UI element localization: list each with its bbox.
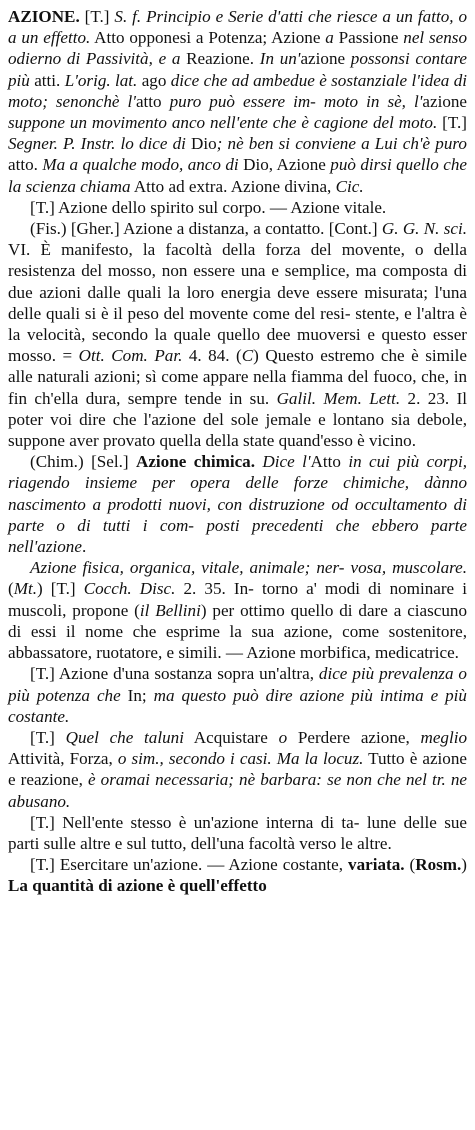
text-run: [T.]: [79, 7, 115, 26]
text-run: Azione fisica, organica, vitale, animale; ner-: [30, 558, 345, 578]
text-run: a: [325, 28, 334, 48]
text-run: delle quali si è il peso del movente come del resi-: [8, 303, 351, 323]
text-run: ne abusano.: [8, 770, 468, 811]
text-run: l'idea di moto; senonchè l': [8, 70, 468, 111]
text-run: e a: [158, 49, 181, 69]
text-run: chimiche, dànno nascimento a prodotti nuovi, con: [8, 473, 467, 514]
text-run: Tutto è azione e reazione,: [8, 749, 467, 790]
text-run: [T.] Esercitare un'azione. — Azione costante,: [30, 855, 344, 875]
text-run: nell'ente che è cagione del moto.: [210, 113, 438, 133]
text-run: abbassatore, ruotatore, e simili. — Azione morbifica,: [8, 643, 371, 663]
text-run: AZIONE.: [8, 7, 80, 26]
text-run: In un': [259, 49, 301, 69]
text-run: ma questo può: [153, 685, 259, 705]
text-run: Passione: [333, 28, 404, 48]
text-run: ): [461, 855, 467, 875]
entry-azione-chimica: [8, 451, 467, 557]
text-run: (: [404, 855, 416, 875]
text-run: non essere una e semplice, ma composta di due azioni: [8, 261, 467, 302]
text-run: Mt.: [13, 579, 37, 599]
text-run: vosa, muscolare.: [350, 558, 468, 578]
entry-azione-fisica-organica: [8, 557, 467, 663]
text-run: Rosm.: [415, 855, 462, 875]
text-run: .: [81, 537, 87, 557]
text-run: Perdere: [287, 727, 351, 747]
text-run: dice che ad ambedue è sostanziale: [170, 70, 408, 90]
text-run: L'orig. lat.: [64, 70, 138, 90]
text-run: posti precedenti che ebbero parte nell': [8, 515, 467, 557]
text-run: a un fatto, o a un effetto.: [8, 7, 467, 48]
text-run: Acquistare: [183, 727, 279, 747]
text-run: Cic.: [335, 176, 364, 196]
text-run: In;: [120, 685, 154, 705]
text-run: Atto opponesi a Potenza;: [90, 28, 268, 48]
text-run: C: [241, 346, 254, 366]
text-run: moto in sè, l': [323, 91, 423, 111]
text-run: casi. Ma la locuz.: [239, 749, 364, 769]
text-run: nel senso odierno di Passività,: [8, 28, 467, 69]
text-run: (Fis.) [Gher.] Azione a distanza, a contatto.: [30, 219, 325, 239]
text-run: azione: [37, 537, 82, 557]
text-run: Segner. P.: [8, 134, 76, 154]
text-run: medicatrice.: [374, 643, 459, 663]
text-run: suppone un movimento anco: [8, 113, 206, 133]
text-run: Instr. lo dice di: [80, 134, 186, 154]
text-run: Dice l': [262, 452, 311, 472]
text-run: 2. 35. In-: [175, 579, 254, 599]
text-run: facoltà verso le altre.: [248, 833, 392, 853]
text-run: oramai necessaria; nè barbara: se non che nel tr.: [100, 770, 446, 790]
text-run: fuoco, che, in fin ch'ella dura, sempre tende in su.: [8, 367, 468, 408]
text-run: ) per ottimo quello di dare a ciascuno di essi: [8, 600, 467, 641]
text-run: Azione: [271, 28, 326, 48]
text-run: ago: [137, 70, 171, 90]
text-run: Bellini: [155, 600, 201, 620]
text-run: o: [278, 727, 288, 747]
text-run: dice: [318, 664, 348, 684]
text-run: G. G. N. sci.: [381, 219, 467, 239]
text-run: il nome che esprime la sua azione, come sostenitore,: [66, 621, 467, 641]
text-run: può dirsi quello che la scienza chiama: [8, 155, 467, 196]
text-run: naturali azioni; sì come appare nella fiamma del: [37, 367, 369, 387]
text-run: azione,: [360, 727, 421, 747]
text-run: ) Questo estremo che è simile alle: [8, 346, 467, 387]
text-run: distruzione od occultamento di parte o di tutti i com-: [8, 494, 467, 535]
text-run: vitale.: [343, 197, 387, 217]
text-run: variata.: [348, 855, 405, 875]
text-run: Ma a qualche modo, anco di: [42, 155, 239, 175]
text-run: Reazione.: [180, 49, 260, 69]
text-run: Dio, Azione: [238, 155, 326, 175]
text-run: stente, e l'altra è la velocità, secondo la quale quello: [8, 303, 467, 345]
entry-spirito-sul-corpo: [8, 197, 467, 218]
text-run: provato quella della state quand'esso è vicino.: [102, 431, 416, 451]
text-run: 4. 84. (: [182, 346, 242, 366]
text-run: [T.] Azione d'una sostanza sopra un'altra,: [30, 664, 319, 684]
text-run: (: [8, 579, 14, 599]
text-run: puro: [435, 134, 467, 154]
text-run: [T.] Azione dello spirito sul corpo. — Azione: [30, 197, 340, 217]
text-run: della forza del movente, o della resistenza del mosso,: [8, 240, 467, 281]
text-run: dire azione più intima e più costante.: [8, 685, 467, 726]
text-run: Azione divina,: [230, 176, 336, 196]
text-run: (Chim.) [Sel.]: [30, 452, 136, 472]
entry-azione-definition: [8, 6, 467, 197]
text-run: Azione chimica.: [136, 452, 255, 472]
text-run: meglio: [420, 727, 468, 747]
entry-fisica-distanza: [8, 218, 467, 451]
text-run: [T.]: [437, 113, 467, 133]
text-run: Ott. Com.: [78, 346, 148, 366]
text-run: lune delle sue parti sulle altre e sul tutto, dell'una: [8, 812, 467, 853]
text-run: Atto ad extra.: [130, 176, 228, 196]
text-run: più corpi, riagendo insieme per opera delle forze: [8, 452, 467, 493]
text-run: Attività, Forza,: [8, 749, 118, 769]
text-run: del sole jemale e lontano sia debole, suppone aver: [8, 409, 467, 451]
text-run: Cocch. Disc.: [83, 579, 176, 599]
text-run: Par.: [154, 346, 183, 366]
text-run: azione: [300, 49, 351, 69]
text-run: [T.] Nell'ente stesso è un'azione interna di ta-: [30, 812, 360, 832]
entry-acquistare-perdere: [8, 727, 467, 812]
text-run: più prevalenza o più potenza che: [8, 664, 467, 705]
text-run: atto.: [8, 155, 43, 175]
text-run: possonsi contare più: [8, 49, 467, 90]
entry-esercitare-azione: [8, 854, 467, 896]
text-run: La quantità di azione è quell'effetto: [8, 876, 267, 896]
text-run: azione: [422, 91, 467, 111]
text-run: Dio: [185, 134, 217, 154]
text-run: in cui: [348, 452, 390, 472]
text-run: Quel che taluni: [65, 727, 184, 747]
text-run: o sim., secondo i: [117, 749, 235, 769]
text-run: torno a' modi di nominare i muscoli, propone (: [8, 579, 467, 620]
text-run: Galil. Mem. Lett.: [276, 388, 401, 408]
text-run: S. f. Principio e Serie d'atti che riesce: [114, 7, 378, 26]
text-run: [Cont.]: [328, 219, 382, 239]
text-run: atti.: [29, 70, 61, 90]
text-run: dalle quali la loro energia deve essere misurata; l'una: [87, 282, 467, 302]
entry-sostanza-sopra-altra: [8, 663, 467, 727]
text-run: puro può essere im-: [169, 91, 316, 111]
text-run: dee muoversi e questo esser mosso. =: [8, 325, 467, 366]
text-run: 2. 23. Il poter voi dire che l'azione: [8, 388, 468, 429]
text-run: è: [87, 770, 96, 790]
text-run: ; nè ben si conviene a Lui ch'è: [216, 134, 431, 154]
text-run: ) [T.]: [36, 579, 84, 599]
text-run: il: [139, 600, 150, 620]
text-run: Atto: [310, 452, 349, 472]
entry-azione-interna: [8, 812, 467, 854]
text-run: VI. È manifesto, la facoltà: [8, 240, 212, 260]
text-run: [T.]: [30, 727, 66, 747]
text-run: atto: [135, 91, 170, 111]
